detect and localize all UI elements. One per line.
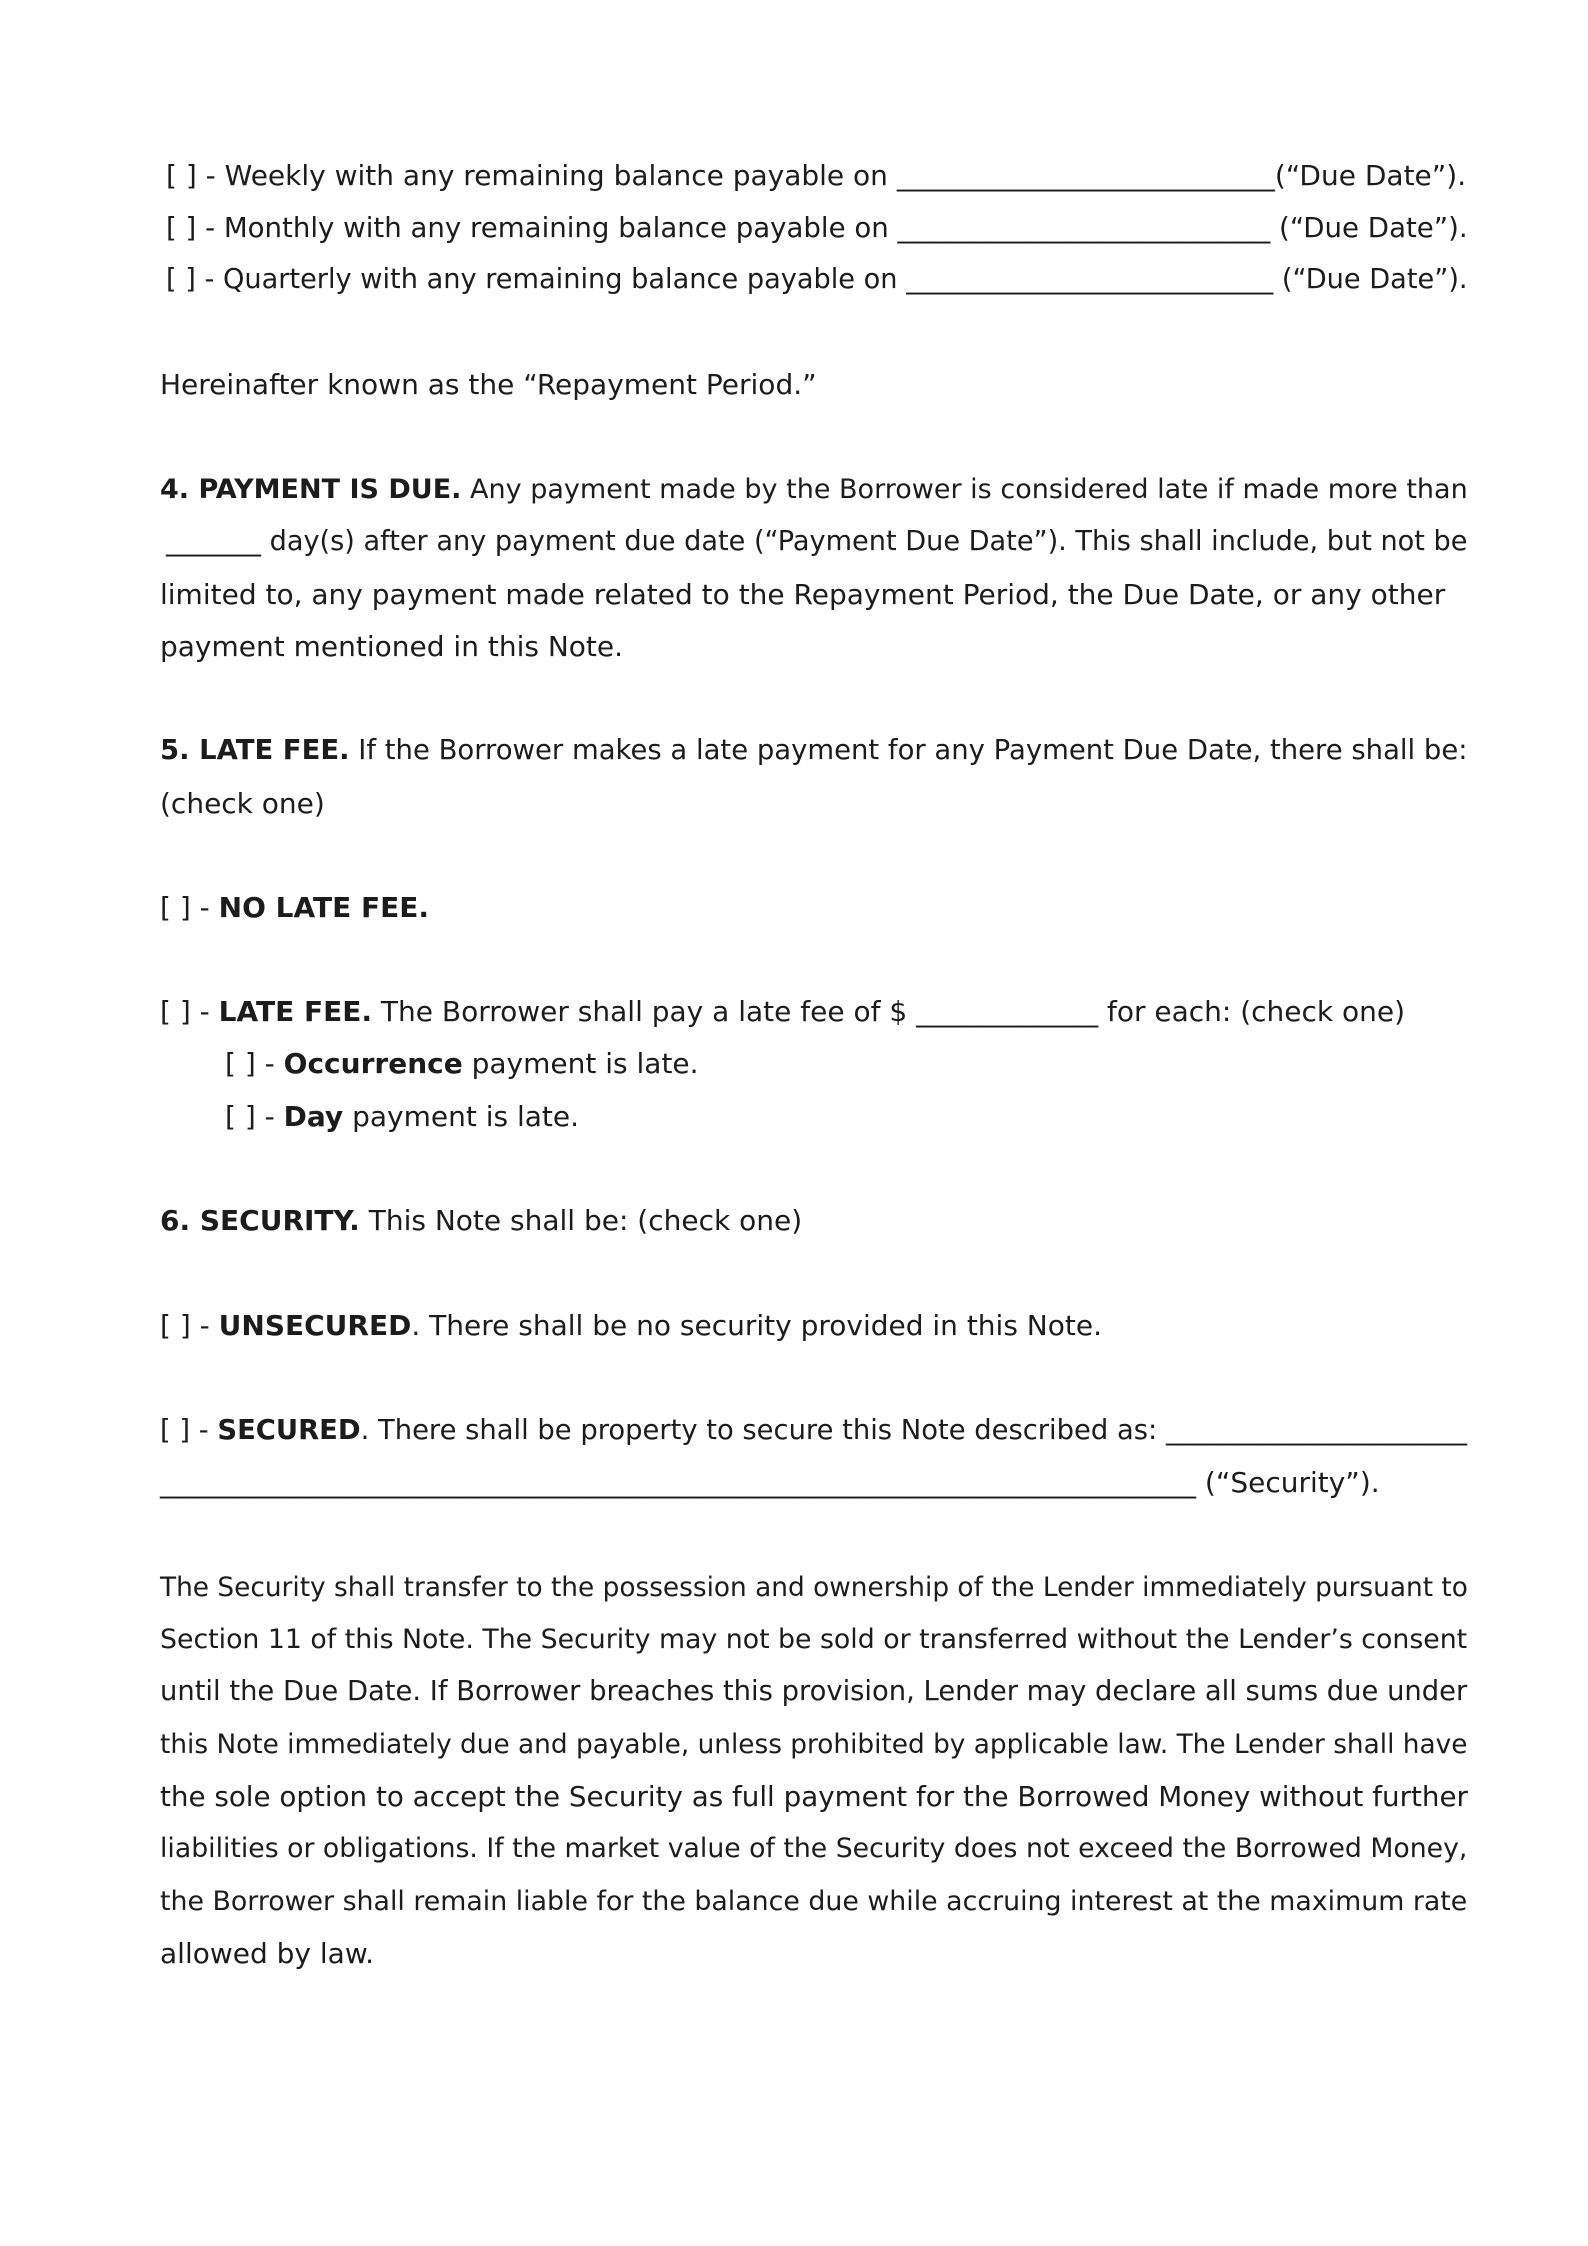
section4-heading: 4. PAYMENT IS DUE. (160, 474, 462, 505)
security-paragraph-line: liabilities or obligations. If the market value of the Security does not exceed the Borrowed Money, (160, 1833, 1468, 1864)
quarterly-label: - Quarterly with any remaining balance payable on (195, 264, 907, 295)
day-checkbox[interactable]: [ ] (225, 1100, 256, 1133)
section4-line2 (166, 522, 1467, 562)
occurrence-checkbox[interactable]: [ ] (225, 1047, 256, 1080)
unsecured-checkbox[interactable]: [ ] (160, 1309, 191, 1342)
weekly-checkbox[interactable]: [ ] (166, 159, 197, 192)
section4-text2: day(s) after any payment due date (“Payment Due Date”). This shall include, but not be (261, 526, 1468, 557)
section6-text1: This Note shall be: (check one) (359, 1204, 803, 1237)
quarterly-option (166, 260, 1468, 300)
late-fee-text: The Borrower shall pay a late fee of $ (372, 995, 917, 1028)
secured-option-line2 (160, 1463, 1380, 1503)
grace-days-blank[interactable]: _______ (166, 526, 261, 557)
quarterly-date-blank[interactable]: ___________________________ (906, 264, 1274, 295)
security-paragraph-line: the Borrower shall remain liable for the balance due while accruing interest at the maximum rate (160, 1886, 1468, 1917)
no-late-fee-dash: - (190, 891, 219, 924)
security-suffix: (“Security”). (1196, 1466, 1380, 1499)
late-fee-label: LATE FEE. (218, 995, 372, 1028)
repayment-period-text: Hereinafter known as the “Repayment Period.” (160, 368, 817, 401)
day-dash: - (255, 1100, 284, 1133)
weekly-date-blank[interactable]: ___________________________ (896, 159, 1275, 192)
section4-line1 (160, 470, 1468, 510)
occurrence-dash: - (255, 1047, 284, 1080)
occurrence-label: Occurrence (283, 1047, 463, 1080)
unsecured-text: . There shall be no security provided in this Note. (411, 1309, 1102, 1342)
section6-line1 (160, 1201, 802, 1241)
unsecured-option (160, 1306, 1102, 1346)
unsecured-dash: - (190, 1309, 219, 1342)
secured-option (160, 1411, 1467, 1451)
security-paragraph-line: this Note immediately due and payable, unless prohibited by applicable law. The Lender shall have (160, 1730, 1468, 1760)
secured-text: . There shall be property to secure this Note described as: (360, 1415, 1166, 1446)
monthly-label: - Monthly with any remaining balance payable on (196, 211, 898, 244)
occurrence-text: payment is late. (462, 1047, 699, 1080)
section5-text1: If the Borrower makes a late payment for any Payment Due Date, there shall be: (349, 735, 1468, 766)
security-paragraph-line: Section 11 of this Note. The Security may not be sold or transferred without the Lender’s consent (160, 1624, 1468, 1655)
section5-line2: (check one) (160, 787, 325, 820)
no-late-fee-checkbox[interactable]: [ ] (160, 891, 191, 924)
monthly-date-blank[interactable]: ___________________________ (897, 211, 1271, 244)
quarterly-suffix: (“Due Date”). (1273, 264, 1468, 295)
section5-line1 (160, 731, 1468, 771)
weekly-option (166, 156, 1466, 196)
security-paragraph-line: allowed by law. (160, 1937, 375, 1970)
monthly-suffix: (“Due Date”). (1270, 211, 1468, 244)
security-paragraph-line: until the Due Date. If Borrower breaches this provision, Lender may declare all sums due under (160, 1676, 1468, 1707)
late-fee-checkbox[interactable]: [ ] (160, 995, 191, 1028)
late-fee-option (160, 992, 1405, 1032)
secured-checkbox[interactable]: [ ] (160, 1415, 191, 1446)
day-label: Day (283, 1100, 344, 1133)
day-option (225, 1097, 579, 1137)
late-fee-dash: - (190, 995, 219, 1028)
quarterly-checkbox[interactable]: [ ] (166, 264, 196, 295)
monthly-option (166, 208, 1468, 248)
security-description-blank-1[interactable]: ______________________ (1165, 1415, 1468, 1446)
section4-line4: payment mentioned in this Note. (160, 630, 624, 663)
no-late-fee-option (160, 888, 429, 928)
unsecured-label: UNSECURED (218, 1309, 412, 1342)
occurrence-option (225, 1044, 699, 1084)
weekly-label: - Weekly with any remaining balance payable on (196, 159, 897, 192)
late-fee-amount-blank[interactable]: _____________ (916, 995, 1099, 1028)
section4-text1: Any payment made by the Borrower is considered late if made more than (461, 474, 1468, 505)
secured-dash: - (190, 1415, 218, 1446)
security-description-blank-2[interactable]: __________________________________________________________________________ (160, 1466, 1196, 1499)
section4-line3: limited to, any payment made related to the Repayment Period, the Due Date, or any other (160, 578, 1446, 611)
section6-heading: 6. SECURITY. (160, 1204, 360, 1237)
day-text: payment is late. (343, 1100, 580, 1133)
secured-label: SECURED (217, 1415, 361, 1446)
security-paragraph-line: The Security shall transfer to the possession and ownership of the Lender immediately pursuant to (160, 1573, 1468, 1603)
monthly-checkbox[interactable]: [ ] (166, 211, 197, 244)
section5-heading: 5. LATE FEE. (160, 735, 350, 766)
no-late-fee-label: NO LATE FEE. (218, 891, 429, 924)
weekly-suffix: (“Due Date”). (1274, 159, 1467, 192)
security-paragraph-line: the sole option to accept the Security as full payment for the Borrowed Money without further (160, 1780, 1468, 1813)
late-fee-suffix: for each: (check one) (1098, 995, 1406, 1028)
